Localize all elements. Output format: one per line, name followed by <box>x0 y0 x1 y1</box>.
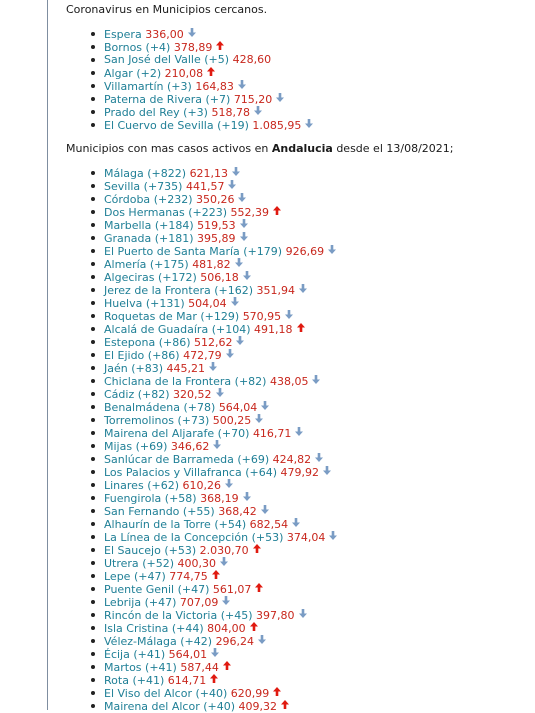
arrow-down-icon <box>242 270 253 281</box>
case-change: (+129) <box>200 310 240 323</box>
list-item <box>66 118 531 131</box>
section-title-nearby: Coronavirus en Municipios cercanos. <box>66 3 268 16</box>
incidence-value: 374,04 <box>286 531 326 544</box>
arrow-down-icon <box>327 244 338 255</box>
case-change: (+47) <box>133 570 166 583</box>
case-change: (+53) <box>164 544 197 557</box>
incidence-value: 320,52 <box>173 388 212 401</box>
arrow-down-icon <box>224 478 235 489</box>
list-item <box>66 452 531 465</box>
arrow-down-icon <box>215 387 226 398</box>
municipality-link[interactable]: Linares <box>104 479 144 492</box>
municipality-link[interactable]: Mijas <box>104 440 133 453</box>
incidence-value: 481,82 <box>192 258 231 271</box>
incidence-value: 164,83 <box>195 80 234 93</box>
list-item <box>66 257 531 270</box>
arrow-down-icon <box>322 465 333 476</box>
case-change: (+44) <box>171 622 204 635</box>
case-change: (+184) <box>154 219 194 232</box>
case-change: (+2) <box>136 67 162 80</box>
list-item <box>66 66 531 79</box>
case-change: (+3) <box>167 80 192 93</box>
municipality-link[interactable]: Jaén <box>104 362 128 375</box>
arrow-down-icon <box>298 608 309 619</box>
nearby-municipalities-list <box>66 27 531 131</box>
andalucia-municipalities-list <box>66 166 531 712</box>
incidence-value: 564,04 <box>218 401 258 414</box>
list-item <box>66 699 531 712</box>
incidence-value: 424,82 <box>272 453 312 466</box>
case-change: (+78) <box>183 401 216 414</box>
arrow-down-icon <box>221 595 232 606</box>
case-change: (+54) <box>214 518 247 531</box>
municipality-link[interactable]: Mairena del Alcor <box>104 700 200 713</box>
title-prefix: Municipios con mas casos activos en <box>66 142 272 155</box>
municipality-link[interactable]: Prado del Rey <box>104 106 180 119</box>
incidence-value: 552,39 <box>230 206 269 219</box>
municipality-link[interactable]: Granada <box>104 232 152 245</box>
municipality-link[interactable]: Rincón de la Victoria <box>104 609 218 622</box>
case-change: (+41) <box>133 648 166 661</box>
incidence-value: 409,32 <box>238 700 278 713</box>
list-item <box>66 686 531 699</box>
case-change: (+69) <box>237 453 270 466</box>
arrow-down-icon <box>291 517 302 528</box>
municipality-link[interactable]: El Ejido <box>104 349 145 362</box>
incidence-value: 472,79 <box>183 349 222 362</box>
list-item <box>66 53 531 66</box>
case-change: (+172) <box>157 271 197 284</box>
list-item <box>66 387 531 400</box>
incidence-value: 479,92 <box>280 466 320 479</box>
case-change: (+40) <box>203 700 236 713</box>
case-change: (+73) <box>177 414 210 427</box>
list-item <box>66 166 531 179</box>
incidence-value: 506,18 <box>200 271 239 284</box>
incidence-value: 395,89 <box>197 232 236 245</box>
municipality-link[interactable]: Sevilla <box>104 180 141 193</box>
arrow-down-icon <box>208 361 219 372</box>
arrow-down-icon <box>219 556 230 567</box>
case-change: (+7) <box>205 93 231 106</box>
municipality-link[interactable]: Espera <box>104 28 142 41</box>
list-item <box>66 517 531 530</box>
case-change: (+181) <box>154 232 194 245</box>
arrow-down-icon <box>242 491 253 502</box>
arrow-down-icon <box>187 27 198 38</box>
arrow-down-icon <box>260 400 271 411</box>
incidence-value: 518,78 <box>211 106 250 119</box>
case-change: (+52) <box>142 557 174 570</box>
arrow-down-icon <box>230 296 241 307</box>
case-change: (+232) <box>153 193 193 206</box>
incidence-value: 610,26 <box>182 479 221 492</box>
municipality-link[interactable]: Los Palacios y Villafranca <box>104 466 242 479</box>
incidence-value: 210,08 <box>164 67 204 80</box>
arrow-down-icon <box>298 283 309 294</box>
arrow-up-icon <box>215 40 226 51</box>
list-item <box>66 556 531 569</box>
case-change: (+131) <box>145 297 185 310</box>
case-change: (+223) <box>188 206 227 219</box>
arrow-up-icon <box>222 660 233 671</box>
case-change: (+104) <box>211 323 251 336</box>
case-change: (+64) <box>245 466 278 479</box>
arrow-down-icon <box>257 634 268 645</box>
list-item <box>66 647 531 660</box>
incidence-value: 1.085,95 <box>252 119 302 132</box>
incidence-value: 804,00 <box>207 622 246 635</box>
case-change: (+83) <box>131 362 164 375</box>
case-change: (+179) <box>243 245 283 258</box>
incidence-value: 350,26 <box>195 193 235 206</box>
arrow-down-icon <box>212 439 223 450</box>
case-change: (+45) <box>220 609 253 622</box>
arrow-down-icon <box>275 92 286 103</box>
arrow-up-icon <box>272 686 283 697</box>
incidence-value: 926,69 <box>285 245 325 258</box>
incidence-value: 368,42 <box>218 505 257 518</box>
list-item <box>66 634 531 647</box>
list-item <box>66 79 531 92</box>
municipality-link[interactable]: Roquetas de Mar <box>104 310 197 323</box>
municipality-link[interactable]: El Viso del Alcor <box>104 687 192 700</box>
list-item <box>66 504 531 517</box>
municipality-link[interactable]: Córdoba <box>104 193 151 206</box>
arrow-up-icon <box>254 582 265 593</box>
list-item <box>66 335 531 348</box>
case-change: (+735) <box>143 180 183 193</box>
incidence-value: 438,05 <box>269 375 309 388</box>
list-item <box>66 608 531 621</box>
case-change: (+69) <box>135 440 168 453</box>
case-change: (+162) <box>214 284 254 297</box>
list-item <box>66 270 531 283</box>
arrow-down-icon <box>311 374 322 385</box>
municipality-link[interactable]: Algar <box>104 67 133 80</box>
incidence-value: 2.030,70 <box>199 544 249 557</box>
municipality-link[interactable]: Chiclana de la Frontera <box>104 375 232 388</box>
list-item <box>66 218 531 231</box>
case-change: (+58) <box>164 492 197 505</box>
list-item <box>66 92 531 105</box>
arrow-down-icon <box>237 192 248 203</box>
list-item <box>66 582 531 595</box>
case-change: (+41) <box>145 661 177 674</box>
case-change: (+82) <box>234 375 267 388</box>
municipality-link[interactable]: Bornos <box>104 41 143 54</box>
arrow-up-icon <box>211 569 222 580</box>
case-change: (+175) <box>149 258 189 271</box>
municipality-link[interactable]: Almería <box>104 258 147 271</box>
case-change: (+822) <box>147 167 187 180</box>
incidence-value: 512,62 <box>193 336 233 349</box>
list-item <box>66 660 531 673</box>
municipality-link[interactable]: Sanlúcar de Barrameda <box>104 453 234 466</box>
main-content <box>66 0 531 712</box>
municipality-link[interactable]: Cádiz <box>104 388 135 401</box>
incidence-value: 774,75 <box>169 570 208 583</box>
municipality-link[interactable]: Huelva <box>104 297 143 310</box>
municipality-link[interactable]: Paterna de Rivera <box>104 93 202 106</box>
list-item <box>66 426 531 439</box>
incidence-value: 504,04 <box>188 297 227 310</box>
municipality-link[interactable]: Jerez de la Frontera <box>104 284 211 297</box>
municipality-link[interactable]: Fuengirola <box>104 492 162 505</box>
incidence-value: 707,09 <box>179 596 219 609</box>
incidence-value: 296,24 <box>215 635 255 648</box>
incidence-value: 378,89 <box>173 41 213 54</box>
list-item <box>66 244 531 257</box>
incidence-value: 570,95 <box>242 310 282 323</box>
municipality-link[interactable]: Estepona <box>104 336 156 349</box>
arrow-down-icon <box>239 218 250 229</box>
municipality-link[interactable]: Benalmádena <box>104 401 181 414</box>
incidence-value: 564,01 <box>168 648 208 661</box>
arrow-up-icon <box>280 699 291 710</box>
case-change: (+3) <box>183 106 208 119</box>
arrow-up-icon <box>252 543 263 554</box>
incidence-value: 441,57 <box>185 180 225 193</box>
case-change: (+19) <box>217 119 249 132</box>
arrow-down-icon <box>260 504 271 515</box>
case-change: (+47) <box>144 596 177 609</box>
municipality-link[interactable]: La Línea de la Concepción <box>104 531 249 544</box>
arrow-down-icon <box>210 647 221 658</box>
list-item <box>66 413 531 426</box>
municipality-link[interactable]: Dos Hermanas <box>104 206 185 219</box>
municipality-link[interactable]: El Cuervo de Sevilla <box>104 119 214 132</box>
incidence-value: 587,44 <box>180 661 219 674</box>
municipality-link[interactable]: Mairena del Aljarafe <box>104 427 215 440</box>
case-change: (+86) <box>158 336 191 349</box>
case-change: (+41) <box>132 674 165 687</box>
case-change: (+4) <box>145 41 171 54</box>
municipality-link[interactable]: Rota <box>104 674 129 687</box>
incidence-value: 336,00 <box>145 28 184 41</box>
arrow-up-icon <box>249 621 260 632</box>
list-item <box>66 478 531 491</box>
list-item <box>66 192 531 205</box>
arrow-down-icon <box>235 335 246 346</box>
incidence-value: 428,60 <box>232 53 272 66</box>
list-item <box>66 348 531 361</box>
arrow-down-icon <box>227 179 238 190</box>
municipality-link[interactable]: El Saucejo <box>104 544 161 557</box>
list-item <box>66 491 531 504</box>
case-change: (+70) <box>217 427 250 440</box>
municipality-link[interactable]: Écija <box>104 648 130 661</box>
arrow-down-icon <box>314 452 325 463</box>
municipality-link[interactable]: Algeciras <box>104 271 155 284</box>
page-left-border <box>47 0 48 710</box>
municipality-link[interactable]: Villamartín <box>104 80 164 93</box>
municipality-link[interactable]: Utrera <box>104 557 139 570</box>
municipality-link[interactable]: Puente Genil <box>104 583 175 596</box>
title-suffix: desde el 13/08/2021; <box>332 142 454 155</box>
incidence-value: 682,54 <box>249 518 289 531</box>
list-item <box>66 673 531 686</box>
municipality-link[interactable]: Martos <box>104 661 142 674</box>
municipality-link[interactable]: Vélez-Málaga <box>104 635 177 648</box>
arrow-down-icon <box>237 79 248 90</box>
case-change: (+55) <box>182 505 215 518</box>
case-change: (+82) <box>137 388 170 401</box>
incidence-value: 400,30 <box>177 557 216 570</box>
incidence-value: 397,80 <box>256 609 295 622</box>
list-item <box>66 231 531 244</box>
case-change: (+62) <box>147 479 179 492</box>
list-item <box>66 439 531 452</box>
municipality-link[interactable]: San José del Valle <box>104 53 201 66</box>
list-item <box>66 543 531 556</box>
arrow-up-icon <box>206 66 217 77</box>
list-item <box>66 361 531 374</box>
municipality-link[interactable]: El Puerto de Santa María <box>104 245 240 258</box>
case-change: (+42) <box>180 635 213 648</box>
arrow-down-icon <box>294 426 305 437</box>
arrow-down-icon <box>239 231 250 242</box>
case-change: (+40) <box>195 687 228 700</box>
incidence-value: 561,07 <box>212 583 252 596</box>
municipality-link[interactable]: San Fernando <box>104 505 180 518</box>
municipality-link[interactable]: Alhaurín de la Torre <box>104 518 211 531</box>
incidence-value: 519,53 <box>197 219 236 232</box>
incidence-value: 491,18 <box>254 323 293 336</box>
list-item <box>66 322 531 335</box>
list-item <box>66 105 531 118</box>
arrow-down-icon <box>304 118 315 129</box>
arrow-down-icon <box>254 413 265 424</box>
incidence-value: 614,71 <box>167 674 207 687</box>
municipality-link[interactable]: Torremolinos <box>104 414 174 427</box>
list-item <box>66 205 531 218</box>
municipality-link[interactable]: Lebrija <box>104 596 142 609</box>
incidence-value: 416,71 <box>252 427 292 440</box>
list-item <box>66 595 531 608</box>
list-item <box>66 374 531 387</box>
municipality-link[interactable]: Lepe <box>104 570 131 583</box>
incidence-value: 351,94 <box>256 284 296 297</box>
incidence-value: 715,20 <box>233 93 273 106</box>
title-region: Andalucia <box>271 142 333 155</box>
list-item <box>66 621 531 634</box>
incidence-value: 620,99 <box>230 687 270 700</box>
arrow-down-icon <box>284 309 295 320</box>
case-change: (+5) <box>204 53 230 66</box>
incidence-value: 346,62 <box>170 440 210 453</box>
arrow-down-icon <box>231 166 242 177</box>
list-item <box>66 296 531 309</box>
municipality-link[interactable]: Marbella <box>104 219 152 232</box>
arrow-down-icon <box>225 348 236 359</box>
incidence-value: 621,13 <box>189 167 229 180</box>
incidence-value: 445,21 <box>166 362 206 375</box>
arrow-up-icon <box>209 673 220 684</box>
arrow-down-icon <box>234 257 245 268</box>
list-item <box>66 530 531 543</box>
case-change: (+47) <box>177 583 210 596</box>
incidence-value: 500,25 <box>212 414 252 427</box>
list-item <box>66 40 531 53</box>
municipality-link[interactable]: Málaga <box>104 167 144 180</box>
arrow-down-icon <box>328 530 339 541</box>
case-change: (+86) <box>147 349 180 362</box>
list-item <box>66 179 531 192</box>
list-item <box>66 465 531 478</box>
section-title-andalucia <box>66 141 531 157</box>
arrow-down-icon <box>253 105 264 116</box>
case-change: (+53) <box>251 531 284 544</box>
list-item <box>66 569 531 582</box>
municipality-link[interactable]: Isla Cristina <box>104 622 169 635</box>
list-item <box>66 283 531 296</box>
list-item <box>66 400 531 413</box>
municipality-link[interactable]: Alcalá de Guadaíra <box>104 323 209 336</box>
incidence-value: 368,19 <box>200 492 239 505</box>
list-item <box>66 27 531 40</box>
arrow-up-icon <box>272 205 283 216</box>
list-item <box>66 309 531 322</box>
arrow-up-icon <box>296 322 307 333</box>
